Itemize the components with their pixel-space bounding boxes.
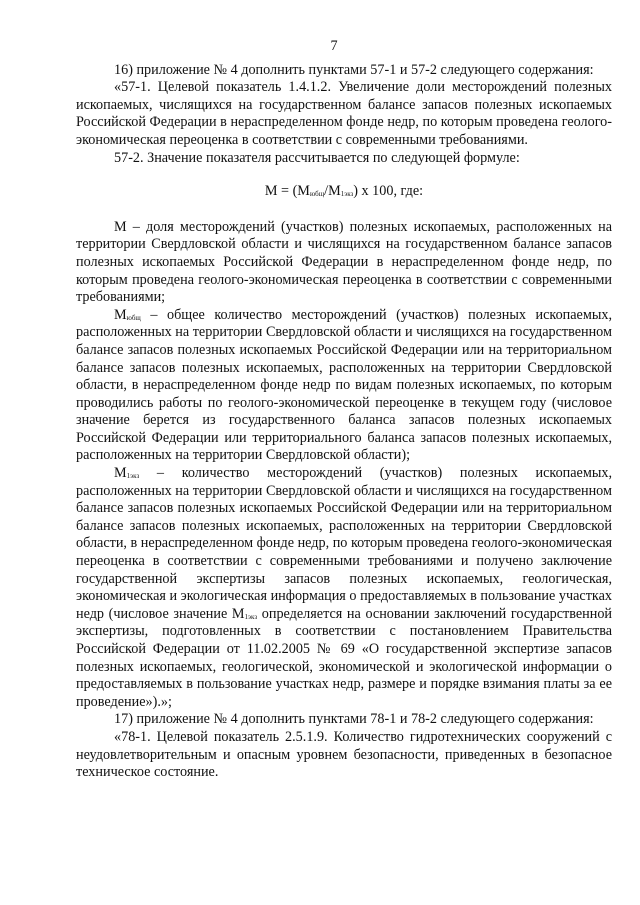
definition-m-obshch-text: – общее количество месторождений (участков) полезных ископаемых, расположенных на территории Свердловской области и числящихся на государственном балансе запасов полезных ископаемых Российской Федерации или на территориальном балансе запасов полезных ископаемых, расположенных на территории Свердловской области, в нераспределенном фонде недр по видам полезных ископаемых, по которым проводились работы по геолого-экономической переоценке в текущем году (числовое значение берется из государственного баланса запасов полезных ископаемых Российской Федерации или территориального баланса запасов полезных ископаемых, расположенных на территории Свердловской области); <box>76 306 613 464</box>
definition-m-1ekz-tail: определяется на основании заключений государственной экспертизы, подготовленных в соответствии с постановлением Правительства Российской Федерации от 11.02.2005 № 69 «О государственной экспертизе запасов полезных ископаемых, геологической, экономической и экологической информации о предоставляемых в пользование участках недр, размере и порядке взимания платы за ее проведение»).»; <box>76 605 613 710</box>
formula <box>76 183 612 201</box>
definition-m-1ekz-text: – количество месторождений (участков) полезных ископаемых, расположенных на территории Свердловской области и числящихся на государственном балансе запасов полезных ископаемых Российской Федерации или на территориальном балансе запасов полезных ископаемых, расположенных на территории Свердловской области, в нераспределенном фонде недр, по которым проведена геолого-экономическая переоценка в соответствии с современными требованиями и получено заключение государственной экспертизы запасов полезных ископаемых, геологическая, экономическая и экологическая информация о предоставляемых в пользование участках недр (числовое значение <box>76 465 612 622</box>
formula-sub-obshch: юбщ <box>309 190 325 199</box>
formula-lhs: М = (М <box>264 183 310 200</box>
definition-m: М – доля месторождений (участков) полезных ископаемых, расположенных на территории Свердловской области и числящихся на государственном балансе запасов полезных ископаемых Российской Федерации в нераспределенном фонде недр, по которым проведена геолого-экономическая переоценка в соответствии с современными требованиями; <box>76 218 612 306</box>
symbol-m-3: М <box>231 605 245 622</box>
page-number: 7 <box>330 38 338 54</box>
symbol-sub-obshch: юбщ <box>126 313 141 322</box>
symbol-sub-1ekz-2: 1экз <box>244 612 258 621</box>
paragraph-item-16: 16) приложение № 4 дополнить пунктами 57-1 и 57-2 следующего содержания: <box>114 61 594 78</box>
formula-mid: /М <box>324 183 341 200</box>
formula-rhs: ) x 100, где: <box>353 183 424 200</box>
symbol-m: М <box>114 306 127 323</box>
formula-sub-1ekz: 1экз <box>340 190 354 199</box>
paragraph-item-17: 17) приложение № 4 дополнить пунктами 78-1 и 78-2 следующего содержания: <box>114 711 594 728</box>
symbol-sub-1ekz: 1экз <box>126 472 140 481</box>
paragraph-57-1: «57-1. Целевой показатель 1.4.1.2. Увеличение доли месторождений полезных ископаемых, числящихся на государственном балансе запасов полезных ископаемых Российской Федерации в нераспределенном фонде недр, по которым проведена геолого-экономическая переоценка в соответствии с современными требованиями. <box>76 79 612 148</box>
paragraph-57-2: 57-2. Значение показателя рассчитывается по следующей формуле: <box>114 149 520 166</box>
paragraph-78-1: «78-1. Целевой показатель 2.5.1.9. Количество гидротехнических сооружений с неудовлетворительным и опасным уровнем безопасности, приведенных в безопасное техническое состояние. <box>76 728 612 781</box>
definition-m-obshch <box>76 307 612 465</box>
symbol-m-2: М <box>114 465 127 482</box>
definition-m-1ekz <box>76 465 612 711</box>
